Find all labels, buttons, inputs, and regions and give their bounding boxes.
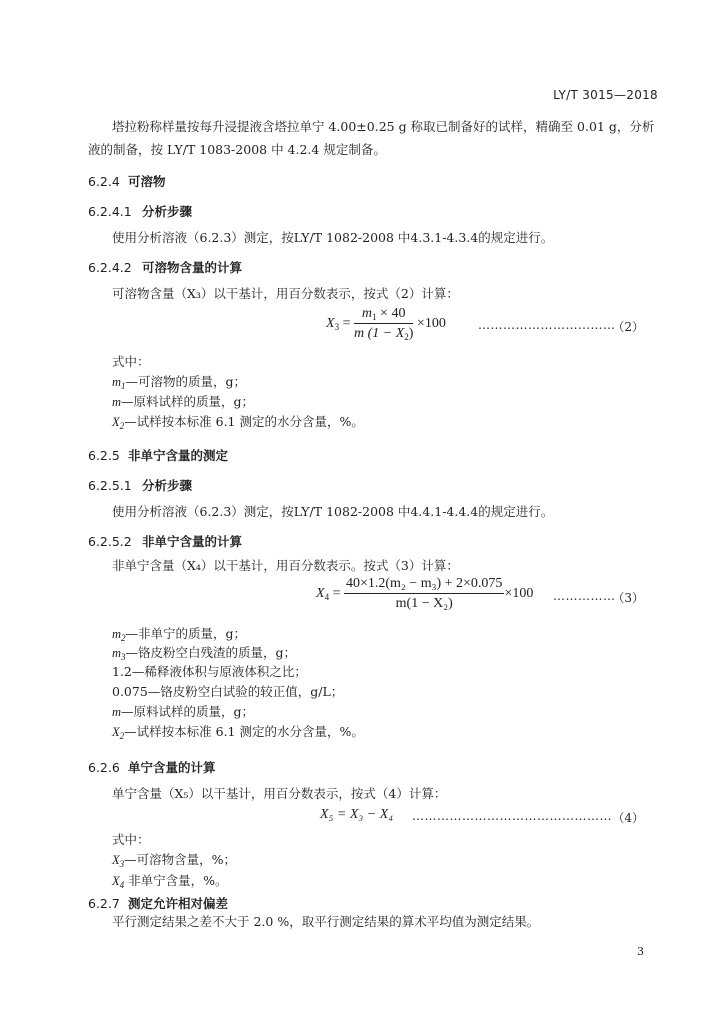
eq2-den-close: ) — [408, 326, 414, 341]
var-desc: —原料试样的质量，g； — [121, 394, 255, 409]
var-symbol: X — [112, 415, 120, 429]
section-6-2-4-1-heading — [88, 202, 192, 220]
var-desc: —非单宁的质量，g； — [125, 626, 247, 641]
section-title: 非单宁含量的测定 — [128, 448, 229, 463]
standard-code: LY/T 3015—2018 — [553, 88, 658, 102]
var-symbol: X — [112, 874, 120, 888]
var-sub: 2 — [119, 421, 125, 431]
eq4-dot-leader: ………………………………………… — [412, 809, 612, 823]
section-number: 6.2.5.1 — [88, 478, 132, 493]
eq2-num-rest: × 40 — [376, 306, 406, 321]
where1-item-1 — [112, 394, 254, 410]
var-symbol: m — [112, 646, 122, 660]
section-title: 可溶物 — [128, 174, 166, 189]
section-6-2-6-heading — [88, 758, 216, 776]
section-6-2-7-text: 平行测定结果之差不大于 2.0 %，取平行测定结果的算术平均值为测定结果。 — [112, 914, 540, 929]
section-number: 6.2.4 — [88, 174, 120, 189]
eq2-dot-leader: …………………………… — [478, 318, 616, 332]
section-6-2-5-heading — [88, 446, 228, 464]
section-number: 6.2.7 — [88, 896, 120, 911]
eq2-denominator — [354, 324, 413, 342]
section-title: 非单宁含量的计算 — [142, 534, 243, 549]
var-sub: 2 — [119, 731, 125, 741]
section-number: 6.2.4.2 — [88, 260, 132, 275]
equation-4: X₅ = X₃ − X₄ — [320, 807, 394, 822]
eq3-number: （3） — [612, 591, 644, 605]
where2-item-4 — [112, 704, 254, 720]
eq2-lhs: X — [326, 316, 335, 332]
eq2-equals: = — [342, 316, 351, 332]
where-label-3: 式中： — [112, 832, 150, 847]
where2-item-2: 1.2—稀释液体积与原液体积之比； — [112, 664, 307, 679]
equation-3 — [316, 576, 533, 612]
where1-item-2 — [112, 414, 364, 434]
equation-2 — [326, 306, 446, 342]
var-desc: —试样按本标准 6.1 测定的水分含量，%。 — [124, 414, 364, 429]
intro-line-1: 塔拉粉称样量按每升浸提液含塔拉单宁 4.00±0.25 g 称取已制备好的试样，精确至 0.01 g，分析 — [112, 119, 655, 134]
eq3-denominator: m(1 − X₂) — [395, 596, 453, 611]
var-desc: —可溶物含量，%； — [124, 852, 237, 867]
eq2-num-sub: 1 — [372, 312, 377, 322]
section-6-2-4-2-text: 可溶物含量（X₃）以干基计，用百分数表示，按式（2）计算： — [112, 286, 459, 301]
section-6-2-4-2-heading — [88, 258, 242, 276]
where2-item-5 — [112, 724, 364, 744]
where3-item-0 — [112, 852, 236, 872]
where1-item-0 — [112, 374, 246, 394]
section-6-2-5-2-text: 非单宁含量（X₄）以干基计，用百分数表示。按式（3）计算： — [112, 558, 459, 573]
section-number: 6.2.5 — [88, 448, 120, 463]
section-title: 可溶物含量的计算 — [142, 260, 243, 275]
var-sub: 4 — [119, 880, 125, 890]
eq2-number: （2） — [612, 320, 644, 334]
var-sub: 2 — [121, 633, 126, 643]
where2-item-1 — [112, 645, 296, 665]
var-symbol: X — [112, 853, 120, 867]
eq2-num-m: m — [361, 306, 373, 321]
section-title: 分析步骤 — [142, 478, 193, 493]
section-6-2-7-heading — [88, 894, 228, 912]
var-desc: 非单宁含量，%。 — [124, 873, 228, 888]
section-6-2-5-1-heading — [88, 476, 192, 494]
section-title: 单宁含量的计算 — [128, 760, 216, 775]
where3-item-1 — [112, 873, 228, 893]
section-title: 测定允许相对偏差 — [128, 896, 229, 911]
section-number: 6.2.4.1 — [88, 204, 132, 219]
var-sub: 3 — [119, 859, 125, 869]
eq2-den-sub: 2 — [404, 332, 409, 342]
var-desc: —原料试样的质量，g； — [121, 704, 255, 719]
var-symbol: m — [112, 375, 122, 389]
section-6-2-5-2-heading — [88, 532, 242, 550]
var-sub: 1 — [121, 381, 126, 391]
section-6-2-4-1-text: 使用分析溶液（6.2.3）测定，按LY/T 1082-2008 中4.3.1-4.3.4的规定进行。 — [112, 230, 554, 245]
eq2-lhs-sub: 3 — [334, 322, 340, 333]
eq2-numerator — [354, 306, 413, 324]
var-symbol: m — [112, 395, 122, 409]
page-number: 3 — [637, 945, 644, 958]
var-symbol: m — [112, 705, 122, 719]
section-title: 分析步骤 — [142, 204, 193, 219]
section-number: 6.2.6 — [88, 760, 120, 775]
eq3-numerator: 40×1.2(m₂ − m₃) + 2×0.075 — [344, 576, 504, 594]
eq4-number: （4） — [612, 811, 644, 825]
eq3-equals: = — [332, 586, 341, 602]
eq3-lhs-sub: 4 — [324, 592, 330, 603]
where2-item-0 — [112, 626, 246, 646]
where2-item-3: 0.075—铬皮粉空白试验的较正值，g/L； — [112, 684, 344, 699]
eq3-fraction — [344, 576, 504, 612]
eq3-mult: ×100 — [504, 586, 534, 602]
eq3-dot-leader: …………… — [553, 589, 616, 603]
eq2-den: m (1 − X — [353, 326, 405, 341]
intro-line-2: 液的制备，按 LY/T 1083-2008 中 4.2.4 规定制备。 — [88, 142, 386, 157]
section-number: 6.2.5.2 — [88, 534, 132, 549]
var-desc: —铬皮粉空白残渣的质量，g； — [125, 645, 297, 660]
section-6-2-5-1-text: 使用分析溶液（6.2.3）测定，按LY/T 1082-2008 中4.4.1-4.4.4的规定进行。 — [112, 504, 554, 519]
section-6-2-4-heading — [88, 172, 166, 190]
var-symbol: m — [112, 627, 122, 641]
eq2-mult: ×100 — [416, 316, 446, 332]
var-desc: —试样按本标准 6.1 测定的水分含量，%。 — [124, 724, 364, 739]
where-label-1: 式中： — [112, 354, 150, 369]
var-symbol: X — [112, 725, 120, 739]
eq2-fraction — [354, 306, 413, 342]
eq3-lhs: X — [316, 586, 325, 602]
var-sub: 3 — [121, 652, 126, 662]
section-6-2-6-text: 单宁含量（X₅）以干基计，用百分数表示，按式（4）计算： — [112, 786, 447, 801]
var-desc: —可溶物的质量，g； — [125, 374, 247, 389]
